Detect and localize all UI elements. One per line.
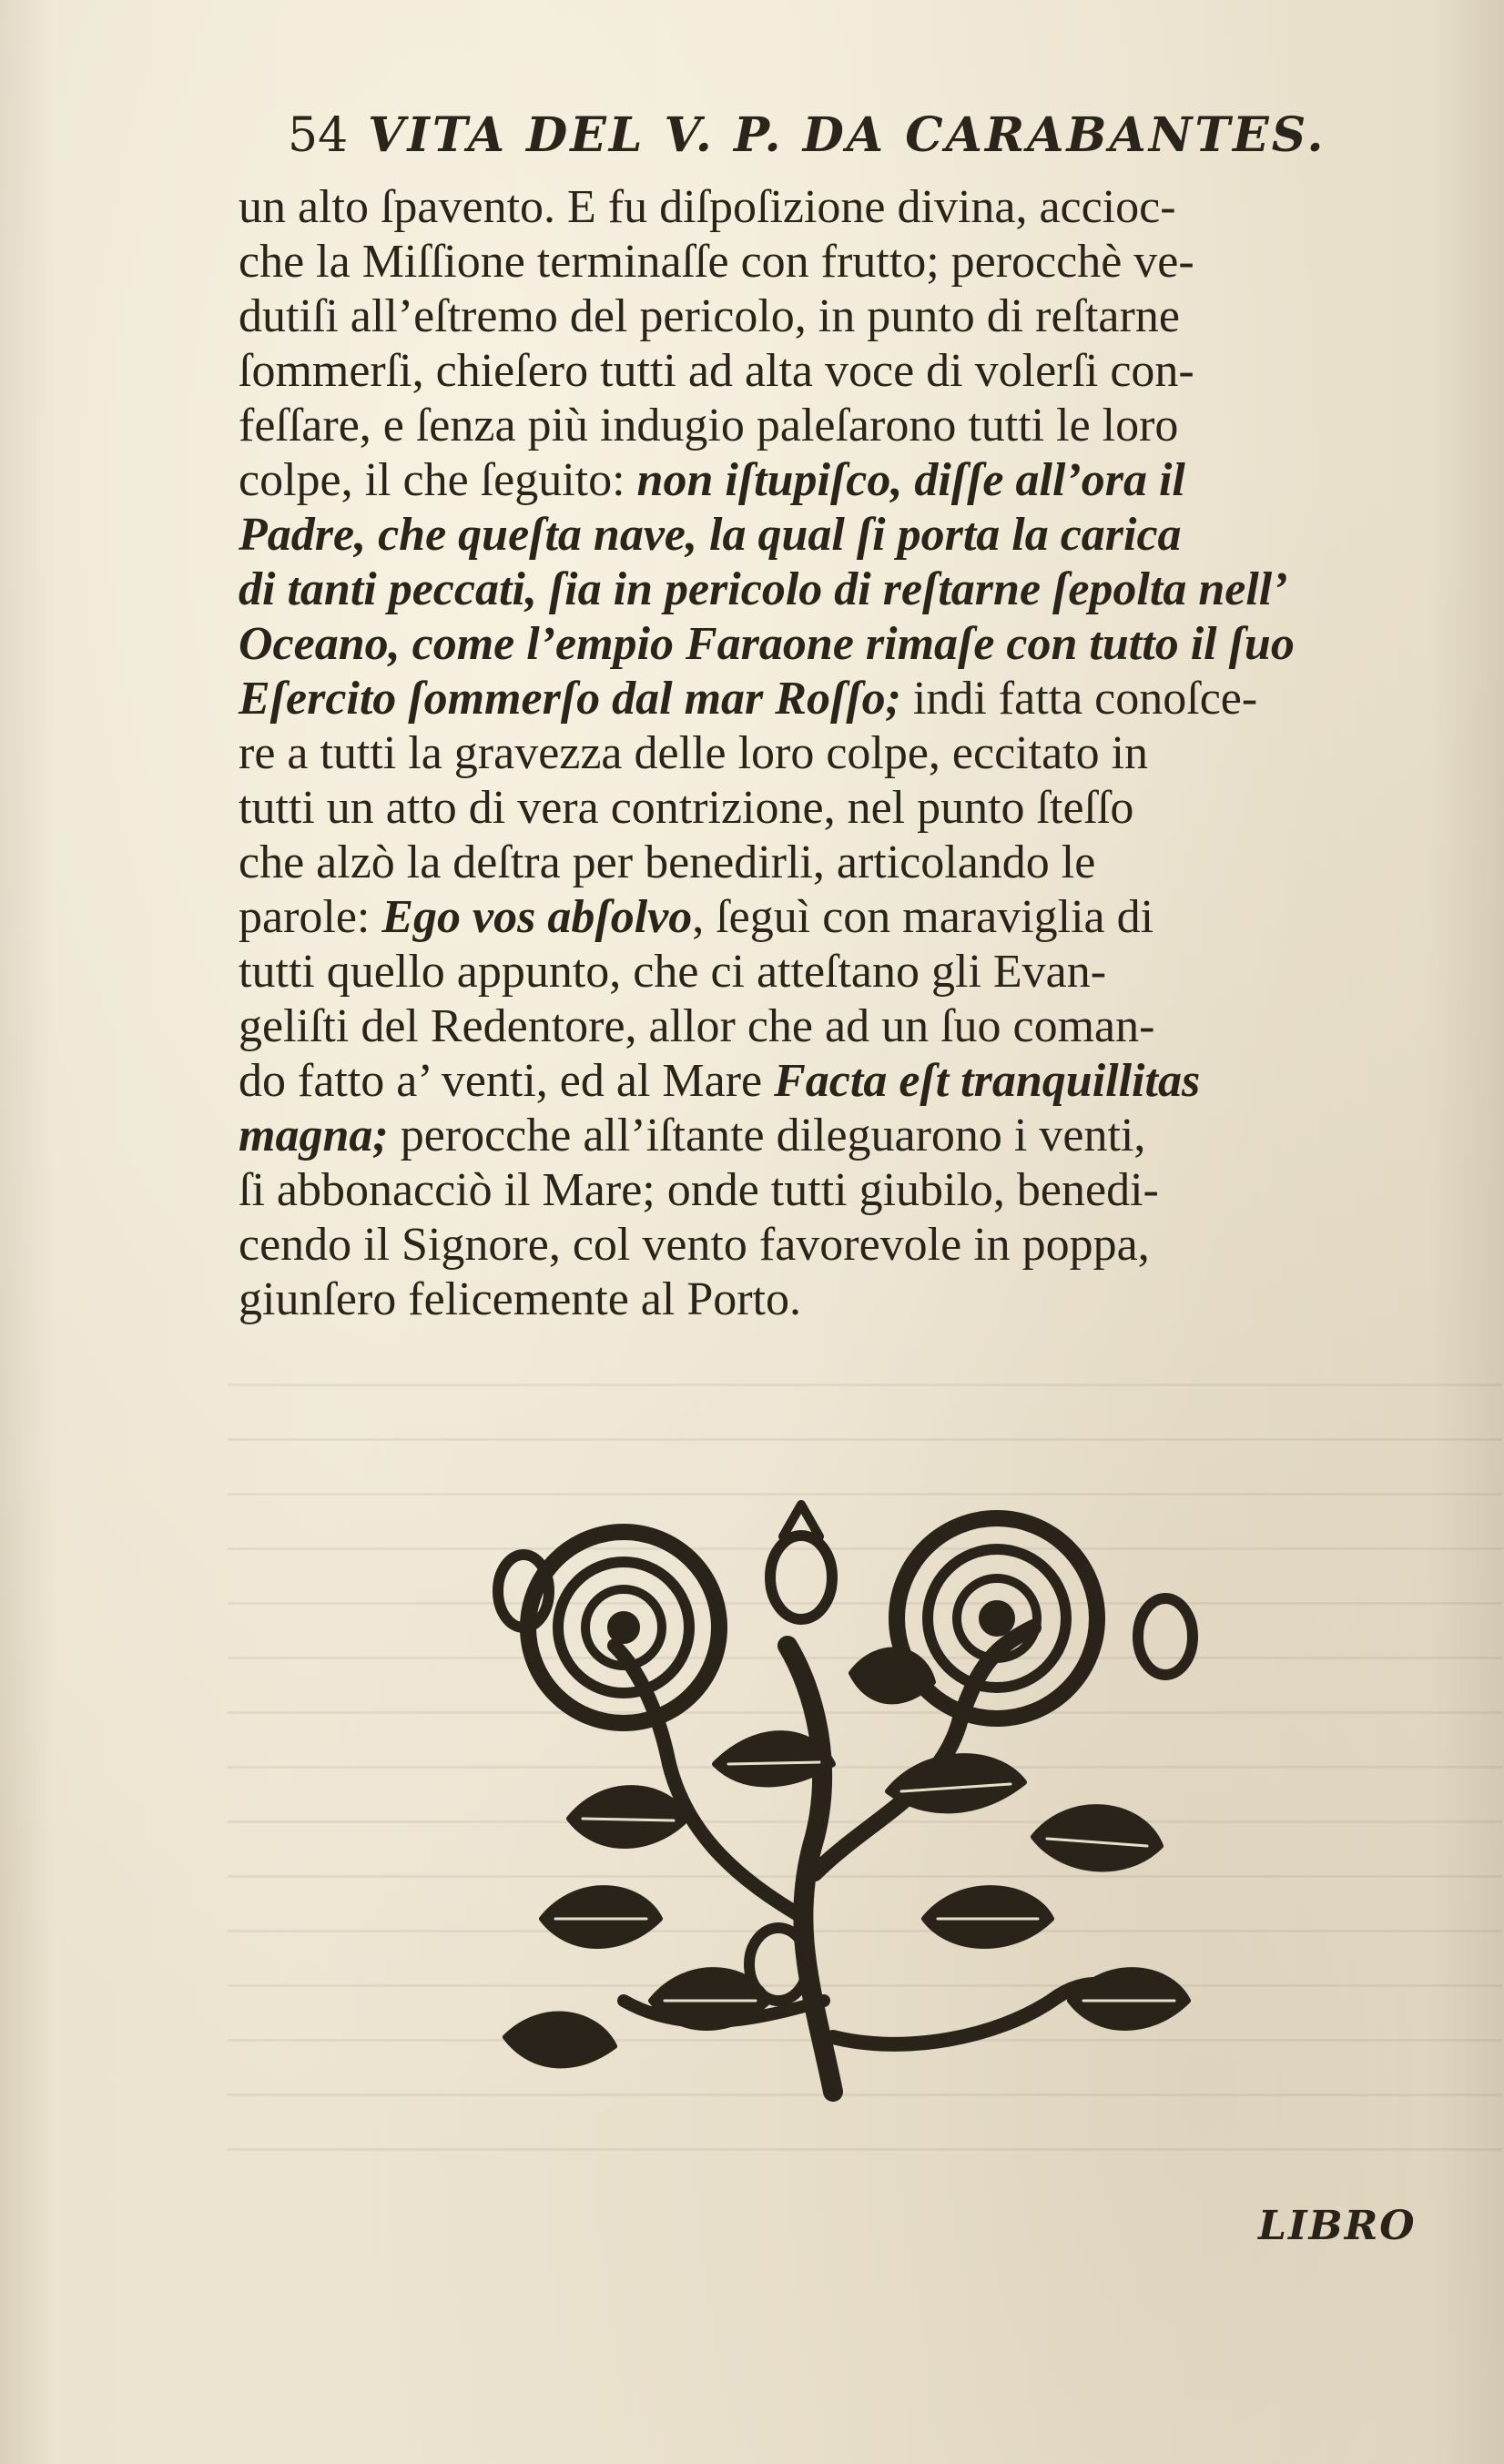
italic-text: Eſercito ſommerſo dal mar Roſſo; [239, 673, 901, 725]
text-line [239, 235, 1495, 289]
line-text: ſi abbonacciò il Mare; onde tutti giubilo, benedi- [239, 1164, 1159, 1216]
line-text: dutiſi all’eſtremo del pericolo, in punto di reſtarne [239, 290, 1180, 342]
line-text: feſſare, e ſenza più indugio paleſarono tutti le loro [239, 400, 1179, 451]
italic-text: Facta eſt tranquillitas [774, 1055, 1201, 1107]
ornament-leaf [542, 1888, 660, 1946]
text-line [239, 563, 1495, 617]
ornament-leaf [924, 1888, 1052, 1946]
line-text: che la Miſſione terminaſſe con frutto; perocchè ve- [239, 236, 1194, 288]
text-line [239, 726, 1495, 781]
text-line [239, 781, 1495, 836]
text-line [239, 890, 1495, 945]
line-text: un alto ſpavento. E fu diſpoſizione divina, accioc- [239, 181, 1176, 233]
line-text: parole: [239, 891, 371, 943]
line-text: re a tutti la gravezza delle loro colpe, eccitato in [239, 727, 1149, 779]
line-text: tutti un atto di vera contrizione, nel punto ſteſſo [239, 782, 1134, 834]
text-line [239, 180, 1495, 235]
running-header [288, 107, 1471, 180]
text-line [239, 289, 1495, 344]
text-line [239, 1273, 1495, 1327]
ornament-rose [981, 1602, 1013, 1635]
text-line [239, 836, 1495, 890]
rose-woodcut-ornament [487, 1491, 1206, 2110]
line-text: colpe, il che ſeguito: [239, 454, 625, 506]
body-text [239, 180, 1495, 1327]
line-text: tutti quello appunto, che ci atteſtano gli Evan- [239, 946, 1107, 998]
ornament-bud [1138, 1598, 1193, 1675]
text-line [239, 1109, 1495, 1163]
italic-text: di tanti peccati, ſia in pericolo di reſtarne ſepolta nell’ [239, 563, 1288, 615]
ornament-leaf [569, 1788, 687, 1846]
italic-text: magna; [239, 1110, 389, 1161]
italic-text: Oceano, come l’empio Faraone rimaſe con tutto il ſuo [239, 618, 1295, 670]
text-line [239, 1218, 1495, 1273]
italic-text: non iſtupiſco, diſſe all’ora il [636, 454, 1185, 506]
italic-text: Padre, che queſta nave, la qual ſi porta la carica [239, 509, 1182, 561]
line-text: , ſeguì con maraviglia di [692, 891, 1154, 943]
page-number: 54 [288, 108, 349, 163]
ornament-bud [770, 1536, 832, 1619]
line-text: geliſti del Redentore, allor che ad un ſuo coman- [239, 1000, 1155, 1052]
line-text: indi fatta conoſce- [912, 673, 1258, 725]
ornament-rose [609, 1613, 638, 1642]
text-line [239, 617, 1495, 672]
text-line [239, 945, 1495, 999]
text-line [239, 399, 1495, 453]
line-text: perocche all’iſtante dileguarono i venti, [400, 1110, 1146, 1161]
line-text: giunſero felicemente al Porto. [239, 1273, 802, 1325]
text-line [239, 999, 1495, 1054]
italic-text: Ego vos abſolvo [381, 891, 693, 943]
catchword: LIBRO [1258, 2203, 1417, 2249]
running-title: VITA DEL V. P. DA CARABANTES. [368, 107, 1326, 163]
text-line [239, 672, 1495, 726]
text-line [239, 453, 1495, 508]
ornament-leaf [851, 1650, 933, 1702]
line-text: che alzò la deſtra per benedirli, articolando le [239, 837, 1096, 888]
line-text: ſommerſi, chieſero tutti ad alta voce di volerſi con- [239, 345, 1194, 397]
text-line [239, 1054, 1495, 1109]
ornament-leaf [505, 2014, 615, 2066]
text-line [239, 508, 1495, 563]
line-text: do fatto a’ venti, ed al Mare [239, 1055, 763, 1107]
text-line [239, 344, 1495, 399]
text-line [239, 1163, 1495, 1218]
line-text: cendo il Signore, col vento favorevole in poppa, [239, 1219, 1150, 1271]
